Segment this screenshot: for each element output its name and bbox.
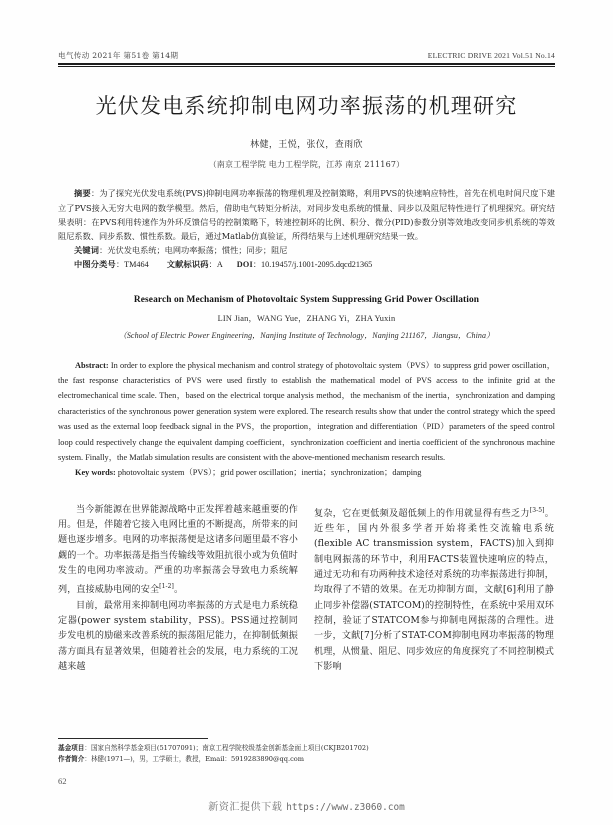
footnote-divider <box>58 738 208 739</box>
body-text-tail: 。近些年，国内外很多学者开始将柔性交流输电系统(flexible AC transmission system，FACTS)加入到抑制电网振荡的环节中，利用FACTS装置快速响应的特点，通过无功和有功两种技术途径对系统的功率振荡进行抑制，均取得了不错的效果。在无功抑制方面，文献[6]利用了静止同步补偿器(STATCOM)的控制特性，在系统中采用双环控制，验证了STATCOM参与抑制电网振荡的合理性。进一步，文献[7]分析了STAT-COM抑制电网功率振荡的物理机理，从惯量、阻尼、同步效应的角度探究了不同控制模式下影响 <box>314 508 554 672</box>
classification-line <box>58 257 555 272</box>
keywords-text-english: photovoltaic system（PVS）；grid power oscillation；inertia；synchronization；damping <box>115 468 422 478</box>
body-paragraph <box>58 599 298 675</box>
body-column-left <box>58 503 298 675</box>
fund-label: 基金项目 <box>58 744 85 752</box>
abstract-chinese-block <box>58 186 555 272</box>
abstract-label-chinese: 摘要 <box>74 188 92 199</box>
doi-value: ：10.19457/j.1001-2095.dqcd21365 <box>252 260 373 270</box>
body-columns <box>58 503 555 675</box>
header-divider <box>58 63 555 67</box>
keywords-label-english: Key words: <box>75 468 116 478</box>
body-paragraph <box>58 503 298 599</box>
body-column-right <box>314 503 554 675</box>
body-text-tail: 。 <box>173 585 184 596</box>
abstract-chinese <box>58 186 555 243</box>
keywords-chinese <box>58 243 555 257</box>
keywords-label-chinese: 关键词 <box>74 245 100 256</box>
author-bio-label: 作者简介 <box>58 754 85 763</box>
body-text: 当今新能源在世界能源战略中正发挥着越来越重要的作用。但是，伴随着它接入电网比重的不断提高，所带来的问题也逐步增多。电网的功率振荡便是这诸多问题里最不容小觑的一个。功率振荡是指当传输线等效阻抗很小或为负值时发生的电网功率波动。严重的功率振荡会导致电力系统解列，直接威胁电网的安全 <box>58 504 298 596</box>
doc-code-value: ：A <box>208 260 223 270</box>
page-title-chinese: 光伏发电系统抑制电网功率振荡的机理研究 <box>95 94 518 119</box>
doc-code-label: 文献标识码 <box>166 259 209 270</box>
authors-chinese: 林健，王悦，张仪，查雨欣 <box>250 140 363 151</box>
body-paragraph <box>314 503 554 675</box>
abstract-text-english: In order to explore the physical mechanism and control strategy of photovoltaic system（PVS）to suppress grid power oscillation，the fast response characteristics of PVS were used firstly to establish the mathematical model of PVS access to the infinite grid at the electromechanical time scale. Then，based on the electrical torque analysis method，the mechanism of the inertia，synchronization and damping characteristics of the synchronous power generation system were explored. The research results show that under the control strategy which the speed was used as the external loop feedback signal in the PVS，the proportion，integration and differentiation（PID）parameters of the speed control loop could respectively change the equivalent damping coefficient，synchronization coefficient and inertia coefficient of the synchronous machine system. Finally，the Matlab simulation results are consistent with the above-mentioned mechanism research results. <box>58 360 555 463</box>
affiliation-chinese: （南京工程学院 电力工程学院，江苏 南京 211167） <box>208 160 405 170</box>
watermark-url: https://www.z3060.com <box>286 802 405 813</box>
page-title-english: Research on Mechanism of Photovoltaic System Suppressing Grid Power Oscillation <box>133 294 480 305</box>
running-head-right: ELECTRIC DRIVE 2021 Vol.51 No.14 <box>427 51 555 60</box>
citation-ref: [3-5] <box>529 506 545 514</box>
running-head-left: 电气传动 2021年 第51卷 第14期 <box>58 51 179 60</box>
footnote-fund <box>58 743 369 754</box>
abstract-english <box>58 358 555 466</box>
download-watermark <box>0 798 613 813</box>
page-content <box>58 0 555 675</box>
abstract-text-chinese: ：为了探究光伏发电系统(PVS)抑制电网功率振荡的物理机理及控制策略，利用PVS的快速响应特性，首先在机电时间尺度下建立了PVS接入无穷大电网的数学模型。然后，借助电气转矩分析法，对同步发电系统的惯量、同步以及阻尼特性进行了机理探究。研究结果表明：在PVS利用转速作为外环反馈信号的控制策略下，转速控制环的比例、积分、微分(PID)参数分别等效地改变同步机系统的等效阻尼系数、同步系数、惯性系数。最后，通过Matlab仿真验证，所得结果与上述机理研究结果一致。 <box>58 188 556 241</box>
abstract-english-block <box>58 358 555 481</box>
footnote-block <box>58 738 369 764</box>
abstract-label-english: Abstract: <box>75 360 109 370</box>
watermark-label: 新资汇提供下载 <box>208 802 283 813</box>
fund-text: ：国家自然科学基金项目(51707091)；南京工程学院校级基金创新基金面上项目(CKJB201702) <box>84 744 369 752</box>
citation-ref: [1-2] <box>159 583 174 591</box>
keywords-text-chinese: ：光伏发电系统；电网功率振荡；惯性；同步；阻尼 <box>99 245 288 256</box>
running-head <box>58 0 555 61</box>
footnote-author-bio <box>58 754 306 765</box>
clc-label: 中图分类号 <box>74 259 116 270</box>
author-bio-text: ：林健(1971—)，男，工学硕士，教授，Email：5919283890@qq.com <box>84 754 305 763</box>
authors-english: LIN Jian，WANG Yue，ZHANG Yi，ZHA Yuxin <box>217 313 396 323</box>
keywords-english <box>58 465 555 480</box>
affiliation-english: （School of Electric Power Engineering，Nanjing Institute of Technology，Nanjing 211167，Jiangsu，China） <box>118 330 495 340</box>
body-text: 复杂，它在更低频及超低频上的作用就显得有些乏力 <box>314 508 530 519</box>
page-number: 62 <box>58 776 67 786</box>
body-text: 目前，最常用来抑制电网功率振荡的方式是电力系统稳定器(power system stability，PSS)。PSS通过控制同步发电机的励磁来改善系统的振荡阻尼能力，在抑制低频振荡方面具有显著效果，但随着社会的发展，电力系统的工况越来越 <box>58 600 298 672</box>
doi-label: DOI <box>236 260 253 270</box>
clc-value: ：TM464 <box>115 260 149 270</box>
